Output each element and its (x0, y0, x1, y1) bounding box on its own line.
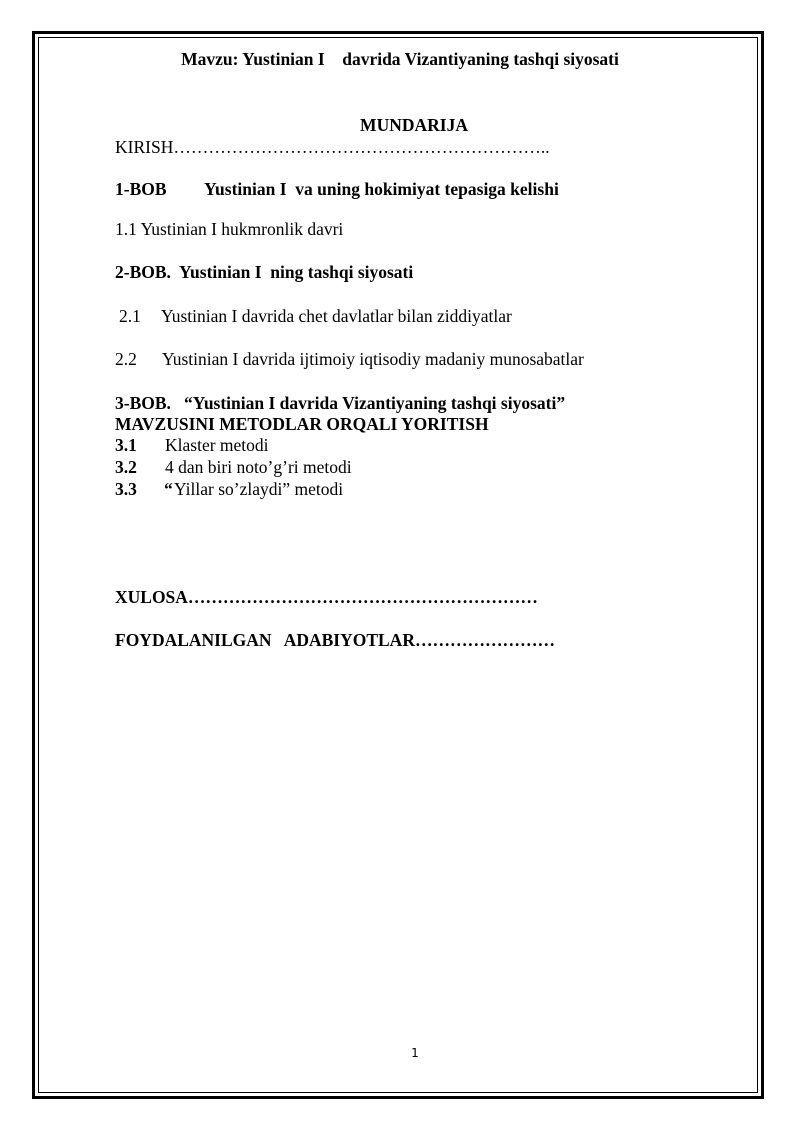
toc-section-2-1-title: Yustinian I davrida chet davlatlar bilan ziddiyatlar (161, 306, 512, 326)
toc-section-3-3-title: Yillar so’zlaydi” metodi (174, 479, 344, 499)
toc-section-2-2-title: Yustinian I davrida ijtimoiy iqtisodiy madaniy munosabatlar (162, 349, 584, 369)
toc-chapter-1-title: Yustinian I va uning hokimiyat tepasiga kelishi (204, 179, 559, 199)
toc-section-3-3-quote: “ (164, 479, 173, 499)
toc-chapter-3-line-1: 3-BOB. “Yustinian I davrida Vizantiyaning tashqi siyosati” (115, 393, 566, 413)
toc-chapter-3-line-2: MAVZUSINI METODLAR ORQALI YORITISH (115, 414, 489, 434)
toc-section-3-1-number: 3.1 (115, 435, 137, 455)
document-topic: Mavzu: Yustinian I davrida Vizantiyaning tashqi siyosati (181, 49, 619, 69)
toc-section-3-3-number: 3.3 (115, 479, 137, 499)
toc-chapter-1-number: 1-BOB (115, 179, 167, 199)
toc-section-3-2-title: 4 dan biri noto’g’ri metodi (165, 457, 352, 477)
toc-conclusion: XULOSA…………………………………………………… (115, 587, 538, 607)
toc-section-3-2-number: 3.2 (115, 457, 137, 477)
toc-intro: KIRISH……………………………………………………….. (115, 137, 550, 157)
toc-section-2-1-number: 2.1 (119, 306, 141, 326)
toc-heading: MUNDARIJA (360, 115, 468, 135)
toc-section-3-1-title: Klaster metodi (165, 435, 269, 455)
toc-section-1-1: 1.1 Yustinian I hukmronlik davri (115, 219, 344, 239)
page-number: 1 (411, 1046, 419, 1060)
toc-section-2-2-number: 2.2 (115, 349, 137, 369)
toc-references: FOYDALANILGAN ADABIYOTLAR…………………… (115, 630, 555, 650)
toc-chapter-2: 2-BOB. Yustinian I ning tashqi siyosati (115, 262, 414, 282)
